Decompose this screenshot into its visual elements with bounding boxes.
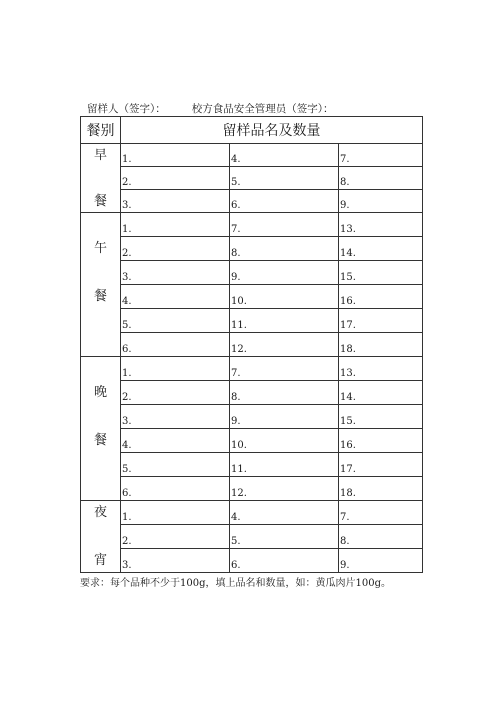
table-row xyxy=(81,237,423,261)
sample-entry-cell[interactable]: 9. xyxy=(339,190,423,213)
meal-name-char: 早 xyxy=(93,147,107,163)
sample-entry-cell[interactable]: 7. xyxy=(339,501,423,525)
sample-entry-cell[interactable]: 18. xyxy=(339,477,423,501)
sample-entry-cell[interactable]: 10. xyxy=(230,429,339,453)
meal-name-char: 宵 xyxy=(93,553,107,568)
table-row xyxy=(81,381,423,405)
sample-entry-cell[interactable]: 13. xyxy=(339,357,423,381)
sample-entry-cell[interactable]: 7. xyxy=(230,357,339,381)
sample-entry-cell[interactable]: 14. xyxy=(339,237,423,261)
sample-entry-cell[interactable]: 11. xyxy=(230,309,339,333)
sample-entry-cell[interactable]: 8. xyxy=(230,237,339,261)
table-row xyxy=(81,261,423,285)
sample-entry-cell[interactable]: 4. xyxy=(121,285,230,309)
table-row xyxy=(81,357,423,381)
sample-entry-cell[interactable]: 15. xyxy=(339,405,423,429)
sample-entry-cell[interactable]: 3. xyxy=(121,261,230,285)
meal-name-cell xyxy=(81,213,121,357)
sample-entry-cell[interactable]: 5. xyxy=(121,453,230,477)
table-row xyxy=(81,144,423,167)
sample-entry-cell[interactable]: 11. xyxy=(230,453,339,477)
sample-entry-cell[interactable]: 12. xyxy=(230,477,339,501)
table-row xyxy=(81,285,423,309)
sample-entry-cell[interactable]: 2. xyxy=(121,167,230,190)
sample-entry-cell[interactable]: 7. xyxy=(230,213,339,237)
sample-entry-cell[interactable]: 12. xyxy=(230,333,339,357)
table-row xyxy=(81,429,423,453)
table-header-row xyxy=(81,117,423,144)
sample-entry-cell[interactable]: 16. xyxy=(339,285,423,309)
meal-name-char: 夜 xyxy=(93,505,107,520)
table-row xyxy=(81,549,423,573)
meal-column-header: 餐别 xyxy=(81,117,121,144)
sample-entry-cell[interactable]: 16. xyxy=(339,429,423,453)
sample-entry-cell[interactable]: 4. xyxy=(121,429,230,453)
sample-entry-cell[interactable]: 14. xyxy=(339,381,423,405)
sample-entry-cell[interactable]: 3. xyxy=(121,549,230,573)
sample-entry-cell[interactable]: 9. xyxy=(339,549,423,573)
meal-name-char: 餐 xyxy=(93,289,107,304)
sample-entry-cell[interactable]: 5. xyxy=(230,167,339,190)
sample-entry-cell[interactable]: 6. xyxy=(121,333,230,357)
sample-entry-cell[interactable]: 6. xyxy=(230,190,339,213)
meal-name-char: 餐 xyxy=(93,193,107,209)
sample-entry-cell[interactable]: 3. xyxy=(121,190,230,213)
meal-name-char: 餐 xyxy=(93,433,107,448)
table-row xyxy=(81,213,423,237)
sample-entry-cell[interactable]: 10. xyxy=(230,285,339,309)
table-row xyxy=(81,525,423,549)
sample-entry-cell[interactable]: 5. xyxy=(121,309,230,333)
sample-entry-cell[interactable]: 18. xyxy=(339,333,423,357)
sample-entry-cell[interactable]: 17. xyxy=(339,309,423,333)
sample-entry-cell[interactable]: 8. xyxy=(339,525,423,549)
table-row xyxy=(81,453,423,477)
sample-entry-cell[interactable]: 9. xyxy=(230,261,339,285)
signature-line xyxy=(87,101,334,116)
sample-entry-cell[interactable]: 4. xyxy=(230,501,339,525)
sample-entry-cell[interactable]: 1. xyxy=(121,357,230,381)
meal-name-char: 午 xyxy=(93,241,107,256)
table-row xyxy=(81,333,423,357)
sample-entry-cell[interactable]: 8. xyxy=(230,381,339,405)
manager-signature-label: 校方食品安全管理员（签字）： xyxy=(191,103,334,115)
sample-entry-cell[interactable]: 9. xyxy=(230,405,339,429)
sample-entry-cell[interactable]: 2. xyxy=(121,381,230,405)
table-row xyxy=(81,501,423,525)
table-row xyxy=(81,477,423,501)
table-row xyxy=(81,309,423,333)
sample-entry-cell[interactable]: 1. xyxy=(121,501,230,525)
sample-entry-cell[interactable]: 15. xyxy=(339,261,423,285)
sample-entry-cell[interactable]: 6. xyxy=(230,549,339,573)
table-row xyxy=(81,167,423,190)
sample-retention-table xyxy=(80,116,423,573)
sample-entry-cell[interactable]: 17. xyxy=(339,453,423,477)
table-row xyxy=(81,405,423,429)
sample-entry-cell[interactable]: 4. xyxy=(230,144,339,167)
sample-entry-cell[interactable]: 8. xyxy=(339,167,423,190)
meal-name-cell xyxy=(81,357,121,501)
meal-name-cell xyxy=(81,144,121,213)
items-column-header: 留样品名及数量 xyxy=(121,117,423,144)
sampler-signature-label: 留样人（签字）： xyxy=(87,103,166,115)
sample-entry-cell[interactable]: 3. xyxy=(121,405,230,429)
meal-name-cell xyxy=(81,501,121,573)
sample-entry-cell[interactable]: 6. xyxy=(121,477,230,501)
sample-entry-cell[interactable]: 13. xyxy=(339,213,423,237)
sample-entry-cell[interactable]: 2. xyxy=(121,237,230,261)
sample-entry-cell[interactable]: 1. xyxy=(121,213,230,237)
meal-name-char: 晚 xyxy=(93,385,107,400)
sample-entry-cell[interactable]: 5. xyxy=(230,525,339,549)
sample-entry-cell[interactable]: 2. xyxy=(121,525,230,549)
sample-entry-cell[interactable]: 7. xyxy=(339,144,423,167)
requirement-note: 要求：每个品种不少于100g，填上品名和数量，如：黄瓜肉片100g。 xyxy=(80,578,391,589)
table-row xyxy=(81,190,423,213)
sample-entry-cell[interactable]: 1. xyxy=(121,144,230,167)
